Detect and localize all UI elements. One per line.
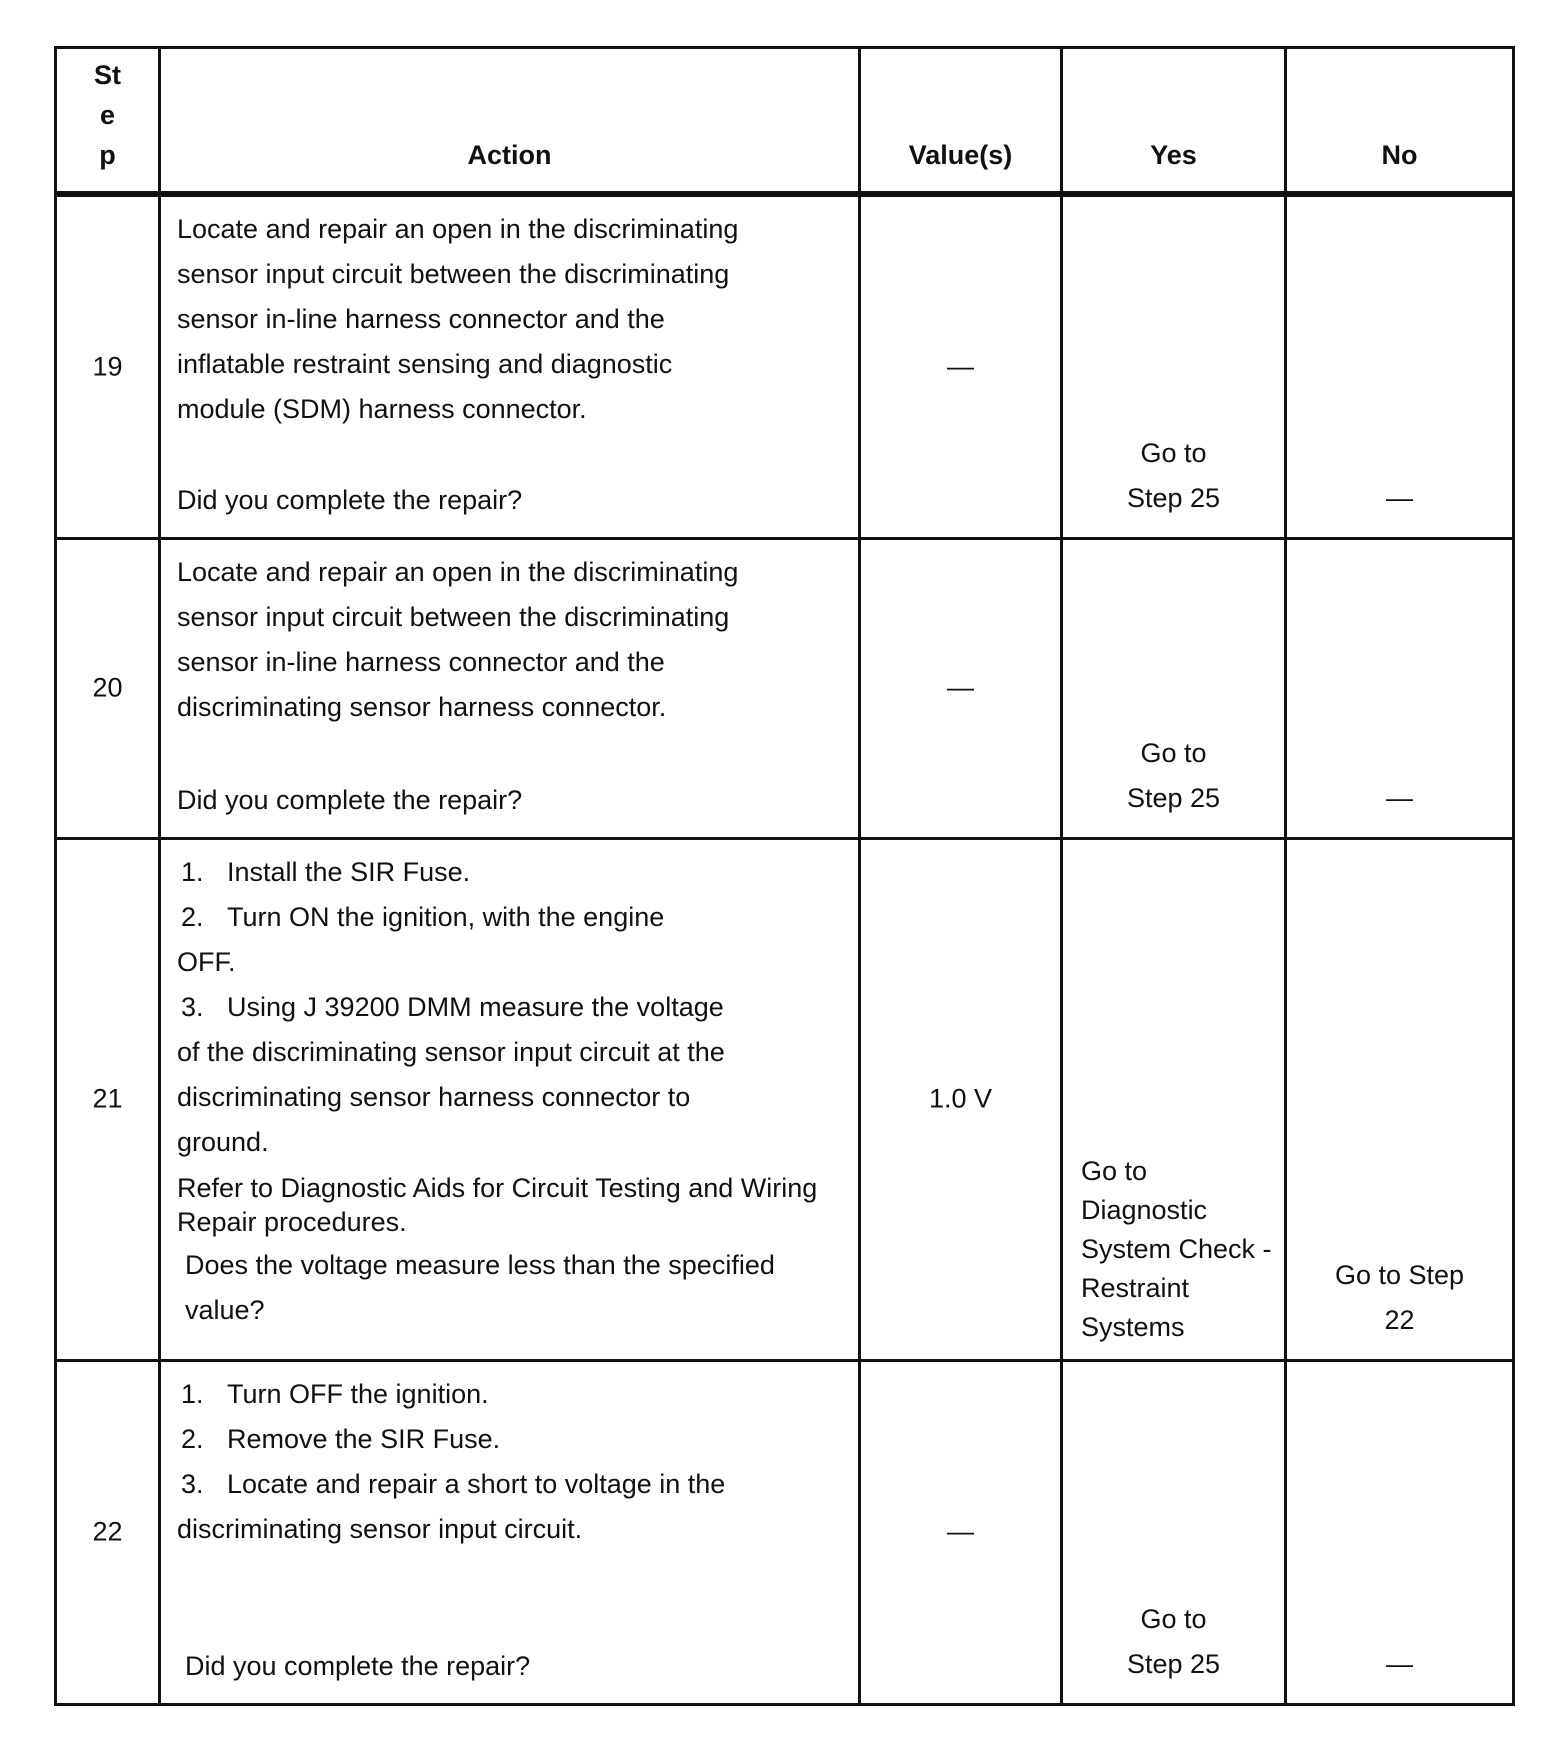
table-row	[56, 838, 1514, 1360]
header-yes-label: Yes	[1150, 140, 1197, 170]
action-step	[177, 1075, 848, 1120]
no-text: —	[1386, 782, 1413, 813]
action-step-number: 1.	[181, 1378, 204, 1409]
value-cell	[860, 1360, 1062, 1704]
no-text: Go to Step 22	[1334, 1259, 1465, 1335]
action-line: module (SDM) harness connector.	[177, 394, 587, 424]
table-row	[56, 1360, 1514, 1704]
action-cell	[160, 194, 860, 538]
action-text	[177, 207, 848, 432]
action-step-text: of the discriminating sensor input circuit at the	[177, 1036, 725, 1067]
action-step	[177, 1030, 848, 1075]
action-steps	[177, 850, 848, 1333]
action-step-text: OFF.	[177, 946, 236, 977]
value-cell	[860, 538, 1062, 838]
action-cell	[160, 1360, 860, 1704]
action-line: sensor input circuit between the discriminating	[177, 601, 730, 632]
action-line: inflatable restraint sensing and diagnostic	[177, 349, 673, 379]
action-question: Does the voltage measure less than the specified value?	[185, 1249, 775, 1325]
action-step-text: Turn ON the ignition, with the engine	[227, 901, 665, 932]
header-values	[860, 48, 1062, 195]
action-step	[177, 985, 848, 1030]
action-step-number: 3.	[181, 991, 204, 1022]
header-values-label: Value(s)	[908, 140, 1013, 170]
action-cell	[160, 538, 860, 838]
action-question: Did you complete the repair?	[185, 1650, 531, 1681]
no-cell	[1286, 194, 1514, 538]
action-step	[177, 1507, 848, 1552]
header-action	[160, 48, 860, 195]
header-step	[56, 48, 160, 195]
value-text: —	[947, 1516, 974, 1547]
yes-cell	[1062, 1360, 1286, 1704]
action-steps	[177, 1372, 848, 1552]
header-row	[56, 48, 1514, 195]
action-question: Did you complete the repair?	[177, 784, 523, 815]
header-step-label: Step	[94, 60, 121, 170]
action-cell	[160, 838, 860, 1360]
action-step	[177, 1417, 848, 1462]
action-step-text: ground.	[177, 1126, 269, 1157]
no-text: —	[1386, 482, 1413, 513]
action-step-number: 3.	[181, 1468, 204, 1499]
action-step	[177, 1462, 848, 1507]
action-question: Did you complete the repair?	[177, 484, 523, 515]
action-step-text: discriminating sensor input circuit.	[177, 1513, 583, 1544]
value-cell	[860, 194, 1062, 538]
no-cell	[1286, 838, 1514, 1360]
action-step	[177, 1120, 848, 1165]
action-note: Refer to Diagnostic Aids for Circuit Testing and Wiring Repair procedures.	[177, 1172, 818, 1237]
yes-cell	[1062, 538, 1286, 838]
action-step-number: 2.	[181, 1423, 204, 1454]
table-row	[56, 194, 1514, 538]
action-line: Locate and repair an open in the discriminating	[177, 556, 739, 587]
step-number: 22	[92, 1516, 123, 1547]
action-step-number: 2.	[181, 901, 204, 932]
action-step-text: Using J 39200 DMM measure the voltage	[227, 991, 724, 1022]
action-step-text: Install the SIR Fuse.	[227, 856, 471, 887]
value-text: 1.0 V	[928, 1083, 993, 1114]
action-step-number: 1.	[181, 856, 204, 887]
no-cell	[1286, 1360, 1514, 1704]
no-cell	[1286, 538, 1514, 838]
action-step	[177, 895, 848, 940]
action-line: discriminating sensor harness connector.	[177, 691, 667, 722]
yes-text: Go to Step 25	[1126, 1603, 1221, 1679]
step-cell	[56, 194, 160, 538]
header-no-label: No	[1381, 140, 1418, 170]
step-number: 21	[92, 1083, 123, 1114]
yes-text: Go to Diagnostic System Check - Restraint Systems	[1081, 1155, 1272, 1342]
action-step-text: Remove the SIR Fuse.	[227, 1423, 501, 1454]
yes-text: Go to Step 25	[1126, 737, 1221, 813]
yes-cell	[1062, 838, 1286, 1360]
value-text: —	[947, 351, 974, 382]
header-yes	[1062, 48, 1286, 195]
yes-text: Go to Step 25	[1126, 437, 1221, 513]
table-row	[56, 538, 1514, 838]
step-cell	[56, 1360, 160, 1704]
header-no	[1286, 48, 1514, 195]
step-cell	[56, 538, 160, 838]
header-action-label: Action	[467, 140, 552, 170]
step-number: 19	[92, 351, 123, 382]
action-step-text: Turn OFF the ignition.	[227, 1378, 489, 1409]
value-text: —	[947, 672, 974, 703]
step-cell	[56, 838, 160, 1360]
action-step	[177, 1372, 848, 1417]
step-number: 20	[92, 672, 123, 703]
diagnostic-table	[54, 46, 1515, 1706]
action-step-text: discriminating sensor harness connector to	[177, 1081, 691, 1112]
action-step	[177, 940, 848, 985]
action-line: Locate and repair an open in the discriminating	[177, 214, 739, 244]
action-step-text: Locate and repair a short to voltage in the	[227, 1468, 726, 1499]
value-cell	[860, 838, 1062, 1360]
yes-cell	[1062, 194, 1286, 538]
action-line: sensor input circuit between the discriminating	[177, 259, 730, 289]
action-line: sensor in-line harness connector and the	[177, 646, 665, 677]
action-text	[177, 550, 848, 730]
action-line: sensor in-line harness connector and the	[177, 304, 665, 334]
no-text: —	[1386, 1648, 1413, 1679]
action-step	[177, 850, 848, 895]
